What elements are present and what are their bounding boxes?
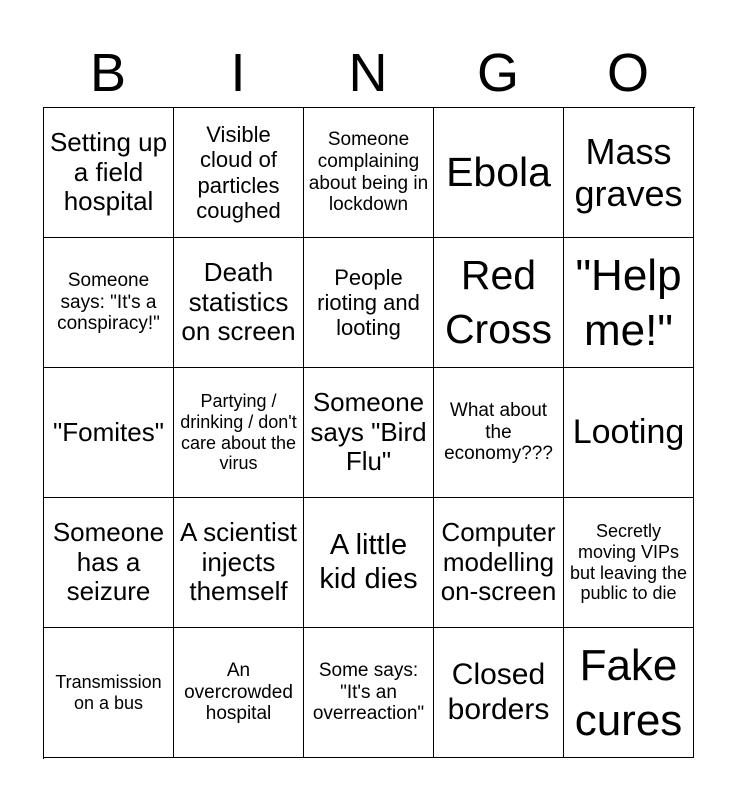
- bingo-cell[interactable]: Visible cloud of particles coughed: [174, 108, 304, 238]
- bingo-cell[interactable]: Fake cures: [564, 628, 694, 758]
- bingo-cell[interactable]: Closed borders: [434, 628, 564, 758]
- bingo-cell[interactable]: Computer modelling on-screen: [434, 498, 564, 628]
- bingo-cell[interactable]: A scientist injects themself: [174, 498, 304, 628]
- bingo-cell[interactable]: Transmission on a bus: [44, 628, 174, 758]
- bingo-cell[interactable]: Some says: "It's an overreaction": [304, 628, 434, 758]
- bingo-cell[interactable]: Looting: [564, 368, 694, 498]
- bingo-cell[interactable]: "Fomites": [44, 368, 174, 498]
- bingo-cell[interactable]: A little kid dies: [304, 498, 434, 628]
- bingo-cell[interactable]: Someone says "Bird Flu": [304, 368, 434, 498]
- bingo-cell[interactable]: People rioting and looting: [304, 238, 434, 368]
- bingo-cell[interactable]: Someone says: "It's a conspiracy!": [44, 238, 174, 368]
- header-letter-b: B: [89, 43, 127, 103]
- bingo-cell[interactable]: Setting up a field hospital: [44, 108, 174, 238]
- bingo-cell[interactable]: Secretly moving VIPs but leaving the public to die: [564, 498, 694, 628]
- bingo-grid: [43, 107, 695, 759]
- bingo-cell[interactable]: Someone has a seizure: [44, 498, 174, 628]
- bingo-cell[interactable]: Someone complaining about being in lockdown: [304, 108, 434, 238]
- bingo-cell[interactable]: Ebola: [434, 108, 564, 238]
- header-letter-i: I: [230, 43, 246, 103]
- header-letter-o: O: [606, 43, 649, 103]
- bingo-cell[interactable]: Red Cross: [434, 238, 564, 368]
- bingo-cell[interactable]: Partying / drinking / don't care about the virus: [174, 368, 304, 498]
- bingo-cell[interactable]: Death statistics on screen: [174, 238, 304, 368]
- bingo-cell[interactable]: What about the economy???: [434, 368, 564, 498]
- bingo-cell[interactable]: "Help me!": [564, 238, 694, 368]
- bingo-cell[interactable]: Mass graves: [564, 108, 694, 238]
- header-letter-n: N: [348, 43, 388, 103]
- bingo-cell[interactable]: An overcrowded hospital: [174, 628, 304, 758]
- header-letter-g: G: [476, 43, 519, 103]
- bingo-header: [43, 38, 693, 108]
